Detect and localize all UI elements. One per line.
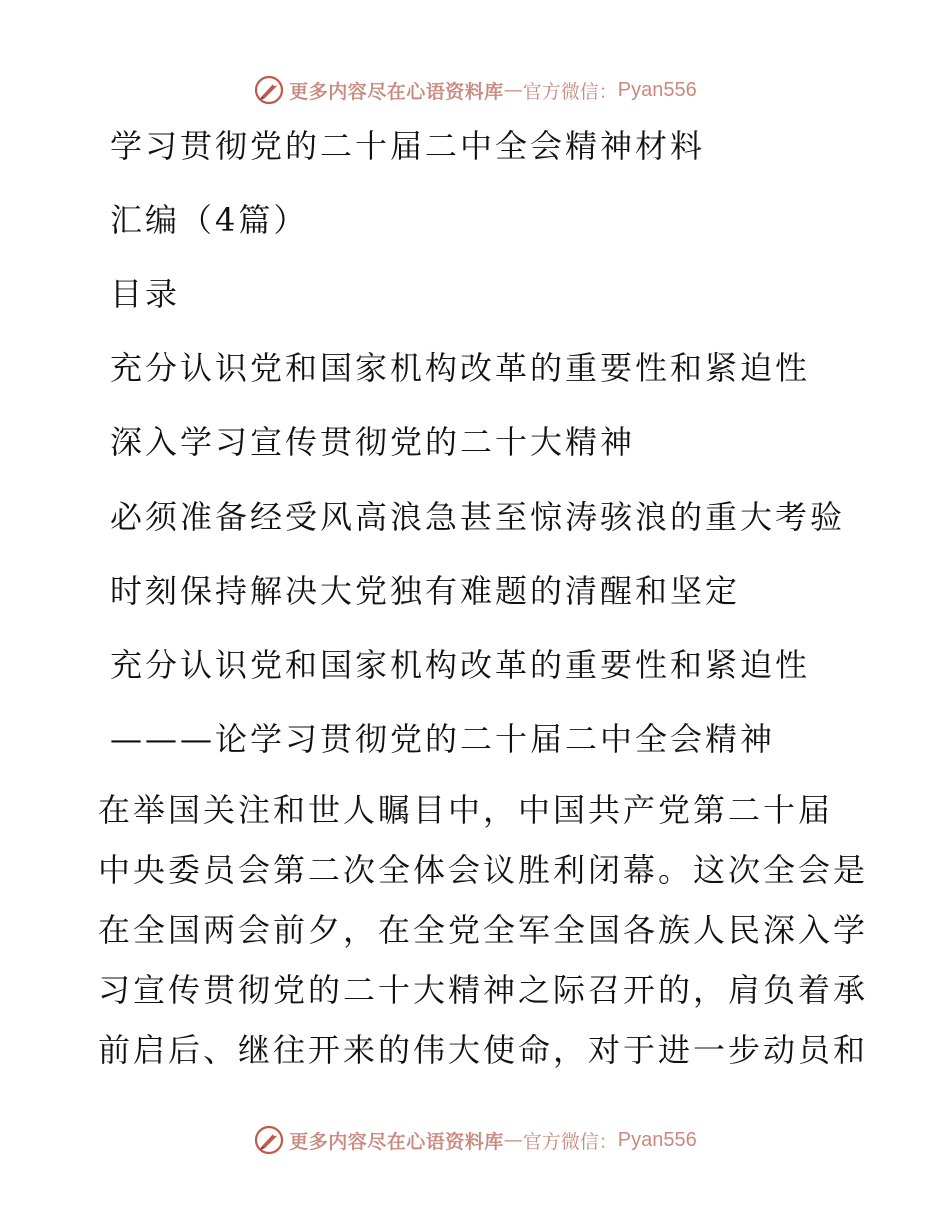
article-subtitle: ———论学习贯彻党的二十届二中全会精神 <box>110 720 776 758</box>
toc-item: 深入学习宣传贯彻党的二十大精神 <box>110 423 636 461</box>
quill-pen-logo-icon <box>253 1124 285 1156</box>
watermark-wechat-label: 官方微信： <box>522 80 618 103</box>
document-title-line-1: 学习贯彻党的二十届二中全会精神材料 <box>110 127 706 165</box>
watermark-separator: — <box>503 1129 523 1151</box>
article-title: 充分认识党和国家机构改革的重要性和紧迫性 <box>110 646 811 684</box>
article-paragraph <box>98 780 869 1080</box>
watermark-text: 更多内容尽在心语资料库 <box>289 1130 504 1153</box>
quill-pen-logo-icon <box>253 74 285 106</box>
toc-item: 时刻保持解决大党独有难题的清醒和坚定 <box>110 572 741 610</box>
paragraph-line: 中央委员会第二次全体会议胜利闭幕。这次全会是 <box>98 851 869 889</box>
watermark-footer <box>0 1120 950 1160</box>
watermark-separator: — <box>503 79 523 101</box>
paragraph-line: 在举国关注和世人瞩目中，中国共产党第二十届 <box>98 791 834 829</box>
document-title-line-2: 汇编（4篇） <box>110 201 309 239</box>
paragraph-line: 习宣传贯彻党的二十大精神之际召开的，肩负着承 <box>98 971 869 1009</box>
paragraph-line: 前启后、继往开来的伟大使命，对于进一步动员和 <box>98 1031 869 1069</box>
watermark-wechat-label: 官方微信： <box>522 1130 618 1153</box>
paragraph-line: 在全国两会前夕，在全党全军全国各族人民深入学 <box>98 911 869 949</box>
toc-item: 充分认识党和国家机构改革的重要性和紧迫性 <box>110 349 811 387</box>
watermark-text: 更多内容尽在心语资料库 <box>289 80 504 103</box>
toc-label: 目录 <box>110 275 181 313</box>
watermark-wechat-id: Pyan556 <box>617 1128 697 1151</box>
toc-item: 必须准备经受风高浪急甚至惊涛骇浪的重大考验 <box>110 498 846 536</box>
watermark-header <box>0 70 950 110</box>
watermark-wechat-id: Pyan556 <box>617 78 697 101</box>
